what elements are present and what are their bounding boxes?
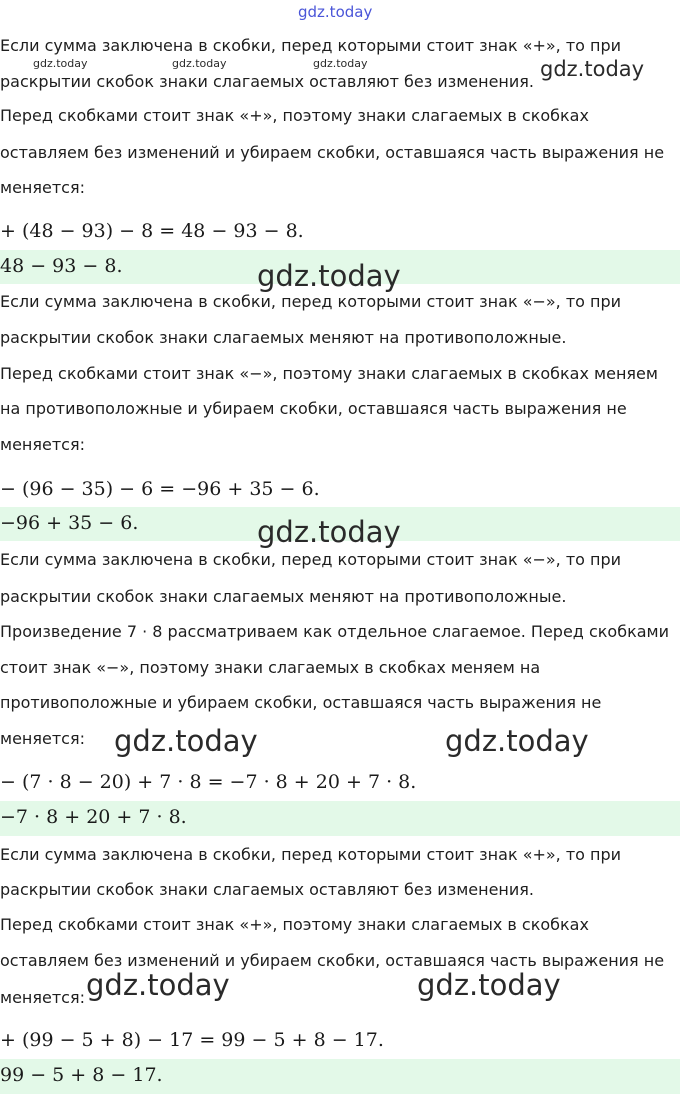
watermark: gdz.today [257,515,401,549]
explanation-line: противоположные и убираем скобки, оставшаяся часть выражения не [0,693,602,712]
answer: −96 + 35 − 6. [0,512,139,534]
rule-line: раскрытии скобок знаки слагаемых оставляют без изменения. [0,880,534,899]
explanation-line: Перед скобками стоит знак «+», поэтому знаки слагаемых в скобках [0,915,589,934]
watermark: gdz.today [298,3,373,21]
watermark: gdz.today [417,968,561,1002]
rule-line: раскрытии скобок знаки слагаемых меняют на противоположные. [0,587,567,606]
rule-line: Если сумма заключена в скобки, перед которыми стоит знак «−», то при [0,550,622,569]
rule-line: Если сумма заключена в скобки, перед которыми стоит знак «+», то при [0,845,622,864]
explanation-line: меняется: [0,435,85,454]
explanation-line: меняется: [0,988,85,1007]
answer: 48 − 93 − 8. [0,255,123,277]
rule-line: раскрытии скобок знаки слагаемых оставляют без изменения. [0,72,534,91]
explanation-line: на противоположные и убираем скобки, оставшаяся часть выражения не [0,399,627,418]
watermark: gdz.today [114,724,258,758]
explanation-line: Перед скобками стоит знак «−», поэтому знаки слагаемых в скобках меняем [0,364,658,383]
explanation-line: оставляем без изменений и убираем скобки, оставшаяся часть выражения не [0,143,665,162]
rule-line: Если сумма заключена в скобки, перед которыми стоит знак «+», то при [0,36,622,55]
rule-line: раскрытии скобок знаки слагаемых меняют на противоположные. [0,328,567,347]
answer: 99 − 5 + 8 − 17. [0,1064,163,1086]
watermark: gdz.today [313,57,368,70]
expression: + (48 − 93) − 8 = 48 − 93 − 8. [0,220,304,242]
watermark: gdz.today [86,968,230,1002]
expression: − (96 − 35) − 6 = −96 + 35 − 6. [0,478,320,500]
explanation-line: меняется: [0,178,85,197]
rule-line: Если сумма заключена в скобки, перед которыми стоит знак «−», то при [0,292,622,311]
watermark: gdz.today [257,259,401,293]
watermark: gdz.today [540,57,645,81]
answer-box [0,1059,680,1094]
expression: + (99 − 5 + 8) − 17 = 99 − 5 + 8 − 17. [0,1029,384,1051]
answer: −7 · 8 + 20 + 7 · 8. [0,806,187,828]
explanation-line: Произведение 7 · 8 рассматриваем как отдельное слагаемое. Перед скобками [0,622,669,641]
explanation-line: меняется: [0,729,85,748]
explanation-line: оставляем без изменений и убираем скобки, оставшаяся часть выражения не [0,951,665,970]
watermark: gdz.today [172,57,227,70]
answer-box [0,801,680,836]
expression: − (7 · 8 − 20) + 7 · 8 = −7 · 8 + 20 + 7 · 8. [0,771,417,793]
explanation-line: Перед скобками стоит знак «+», поэтому знаки слагаемых в скобках [0,106,589,125]
explanation-line: стоит знак «−», поэтому знаки слагаемых в скобках меняем на [0,658,541,677]
watermark: gdz.today [33,57,88,70]
watermark: gdz.today [445,724,589,758]
